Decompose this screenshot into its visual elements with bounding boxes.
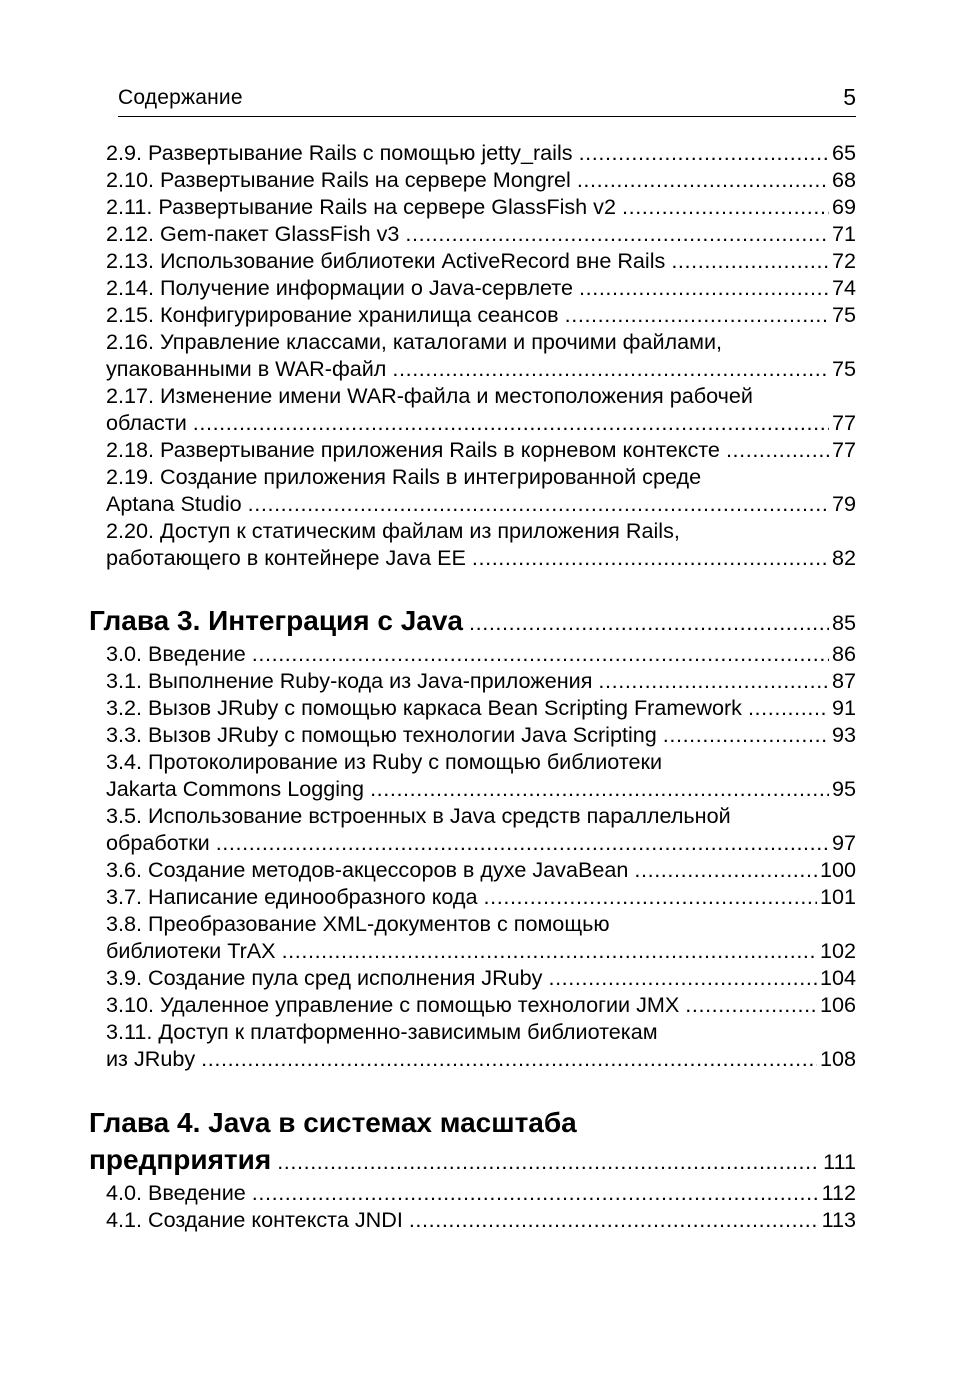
toc-entry [106, 776, 856, 803]
toc-entry [106, 302, 856, 329]
toc-entry [106, 356, 856, 383]
toc-entry-first-line: 3.5. Использование встроенных в Java средств параллельной [106, 803, 731, 828]
toc-entry [106, 857, 856, 884]
toc-entry-title: обработки [106, 830, 210, 855]
dot-leader [598, 668, 829, 694]
toc-entry-title: 2.18. Развертывание приложения Rails в корневом контексте [106, 437, 720, 462]
toc-entry-page: 71 [831, 221, 856, 246]
dot-leader [252, 1180, 819, 1206]
dot-leader [634, 857, 817, 883]
dot-leader [248, 491, 829, 517]
toc-entry-first-line: 2.17. Изменение имени WAR-файла и местоположения рабочей [106, 383, 753, 408]
toc-entry-title: 4.0. Введение [106, 1180, 246, 1205]
toc-entry-page: 97 [831, 830, 856, 855]
toc-entry-page: 113 [821, 1207, 856, 1232]
toc-entry-page: 77 [831, 410, 856, 435]
toc-entry-title: Jakarta Commons Logging [106, 776, 365, 801]
dot-leader [216, 830, 829, 856]
toc-entry [106, 248, 856, 275]
dot-leader [622, 194, 829, 220]
toc-entry-title: 2.14. Получение информации о Java-сервлете [106, 275, 574, 300]
running-header-title: Содержание [118, 86, 243, 109]
toc-entry-page: 93 [831, 722, 856, 747]
toc-entry [106, 194, 856, 221]
toc-chapter-title: Глава 3. Интеграция с Java [89, 605, 464, 636]
toc-entry [106, 140, 856, 167]
dot-leader [671, 248, 829, 274]
toc-entry-title: 2.15. Конфигурирование хранилища сеансов [106, 302, 559, 327]
toc-entry [106, 437, 856, 464]
toc-entry-page: 111 [823, 1149, 856, 1174]
toc-entry [106, 722, 856, 749]
toc-entry-title: упакованными в WAR-файл [106, 356, 387, 381]
toc-entry-page: 112 [821, 1180, 856, 1205]
toc-entry-first-line: 3.11. Доступ к платформенно-зависимым библиотекам [106, 1019, 658, 1044]
toc-entry-first-line: 3.8. Преобразование XML-документов с помощью [106, 911, 610, 936]
dot-leader [548, 965, 816, 991]
toc-entry-title: библиотеки TrAX [106, 938, 276, 963]
toc-entry-page: 77 [831, 437, 856, 462]
dot-leader [484, 884, 817, 910]
toc-entry-page: 65 [831, 140, 856, 165]
toc-entry [106, 1046, 856, 1073]
toc-entry [106, 830, 856, 857]
dot-leader [577, 167, 829, 193]
dot-leader [579, 140, 829, 166]
toc-entry-page: 86 [831, 641, 856, 666]
toc-entry-title: 2.12. Gem-пакет GlassFish v3 [106, 221, 400, 246]
dot-leader [685, 992, 817, 1018]
toc-entry-page: 68 [831, 167, 856, 192]
toc-chapter-title: предприятия [89, 1144, 272, 1175]
dot-leader [370, 776, 829, 802]
toc-entry-page: 100 [819, 857, 856, 882]
dot-leader [469, 610, 829, 636]
toc-entry [106, 965, 856, 992]
toc-entry-title: 2.11. Развертывание Rails на сервере GlassFish v2 [106, 194, 616, 219]
dot-leader [282, 938, 817, 964]
dot-leader [277, 1149, 820, 1175]
dot-leader [565, 302, 829, 328]
toc-entry-title: области [106, 410, 187, 435]
toc-entry-page: 95 [831, 776, 856, 801]
toc-entry-title: 4.1. Создание контекста JNDI [106, 1207, 403, 1232]
toc-entry-first-line: 2.16. Управление классами, каталогами и прочими файлами, [106, 329, 723, 354]
toc-entry-title: 3.7. Написание единообразного кода [106, 884, 478, 909]
dot-leader [392, 356, 829, 382]
toc-entry [106, 992, 856, 1019]
dot-leader [726, 437, 829, 463]
toc-chapter-entry [89, 1144, 856, 1180]
toc-entry-first-line: 2.20. Доступ к статическим файлам из приложения Rails, [106, 518, 680, 543]
toc-entry-page: 72 [831, 248, 856, 273]
toc-entry-title: 2.10. Развертывание Rails на сервере Mongrel [106, 167, 571, 192]
toc-entry-page: 74 [831, 275, 856, 300]
toc-entry [106, 545, 856, 572]
toc-entry-title: 2.13. Использование библиотеки ActiveRecord вне Rails [106, 248, 666, 273]
toc-entry [106, 1180, 856, 1207]
toc-entry-title: 3.10. Удаленное управление с помощью технологии JMX [106, 992, 680, 1017]
toc-entry-page: 69 [831, 194, 856, 219]
toc-entry-title: 2.9. Развертывание Rails с помощью jetty_rails [106, 140, 573, 165]
toc-entry-page: 91 [831, 695, 856, 720]
toc-entry [106, 275, 856, 302]
toc-entry-page: 85 [831, 610, 856, 635]
toc-entry [106, 167, 856, 194]
toc-entry [106, 1207, 856, 1234]
toc-entry-title: 3.6. Создание методов-акцессоров в духе JavaBean [106, 857, 629, 882]
page-number: 5 [843, 84, 856, 110]
dot-leader [472, 545, 829, 571]
toc-entry [106, 668, 856, 695]
toc-entry-page: 102 [819, 938, 856, 963]
dot-leader [405, 221, 829, 247]
toc-entry [106, 410, 856, 437]
toc-entry-title: из JRuby [106, 1046, 196, 1071]
toc-entry [106, 491, 856, 518]
toc-entry [106, 884, 856, 911]
toc-entry-page: 87 [831, 668, 856, 693]
dot-leader [748, 695, 829, 721]
toc-entry-first-line: 3.4. Протоколирование из Ruby с помощью библиотеки [106, 749, 663, 774]
toc-chapter-entry [89, 605, 856, 641]
dot-leader [193, 410, 829, 436]
toc-entry-page: 101 [819, 884, 856, 909]
toc-entry-title: 3.2. Вызов JRuby с помощью каркаса Bean Scripting Framework [106, 695, 742, 720]
toc-entry-title: 3.9. Создание пула сред исполнения JRuby [106, 965, 543, 990]
dot-leader [252, 641, 829, 667]
toc-entry-page: 82 [831, 545, 856, 570]
toc-entry-title: работающего в контейнере Java EE [106, 545, 466, 570]
toc-entry-page: 75 [831, 302, 856, 327]
toc-entry-page: 104 [819, 965, 856, 990]
toc-entry [106, 695, 856, 722]
toc-entry [106, 221, 856, 248]
toc-entry [106, 641, 856, 668]
toc-entry-page: 106 [819, 992, 856, 1017]
dot-leader [579, 275, 829, 301]
dot-leader [663, 722, 829, 748]
toc-entry-title: 3.0. Введение [106, 641, 246, 666]
toc-entry-page: 79 [831, 491, 856, 516]
toc-entry [106, 938, 856, 965]
dot-leader [201, 1046, 817, 1072]
toc-entry-title: 3.3. Вызов JRuby с помощью технологии Java Scripting [106, 722, 657, 747]
toc-entry-title: Aptana Studio [106, 491, 242, 516]
toc-entry-first-line: 2.19. Создание приложения Rails в интегрированной среде [106, 464, 702, 489]
toc-entry-page: 75 [831, 356, 856, 381]
dot-leader [409, 1207, 819, 1233]
toc-entry-title: 3.1. Выполнение Ruby-кода из Java-приложения [106, 668, 593, 693]
toc-entry-page: 108 [819, 1046, 856, 1071]
toc-chapter-first-line: Глава 4. Java в системах масштаба [89, 1107, 577, 1138]
